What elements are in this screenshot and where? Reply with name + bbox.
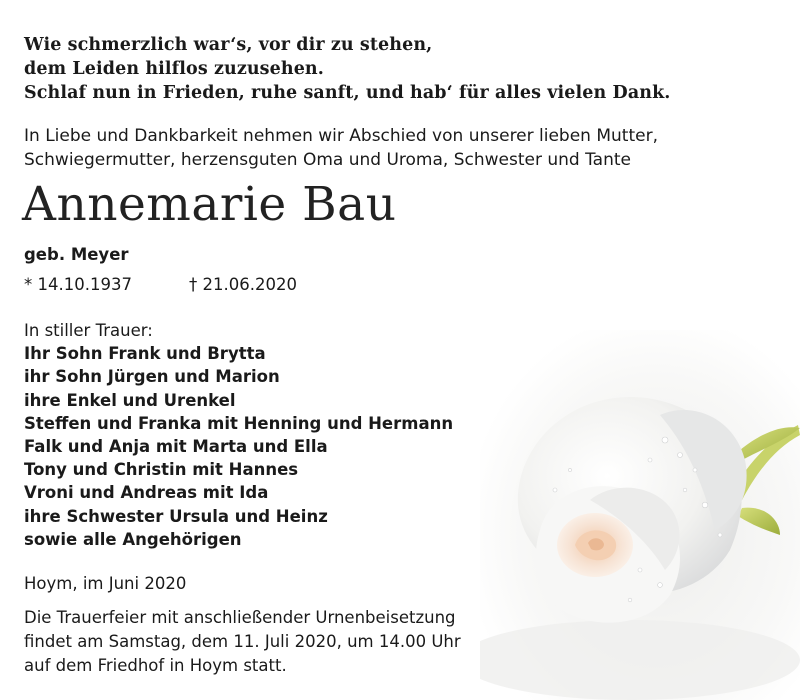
mourner-entry: ihre Enkel und Urenkel: [24, 390, 236, 410]
funeral-service-info: [24, 606, 461, 678]
mourners-label: In stiller Trauer:: [24, 321, 153, 340]
poem-line: Wie schmerzlich war‘s, vor dir zu stehen,: [24, 35, 433, 55]
mourner-entry: Vroni und Andreas mit Ida: [24, 483, 269, 503]
poem-line: Schlaf nun in Frieden, ruhe sanft, und hab‘ für alles vielen Dank.: [24, 83, 671, 103]
deceased-name: Annemarie Bau: [22, 177, 397, 232]
mourner-entry: Tony und Christin mit Hannes: [24, 460, 299, 480]
mourner-entry: ihre Schwester Ursula und Heinz: [24, 506, 328, 526]
intro-line: Schwiegermutter, herzensguten Oma und Uroma, Schwester und Tante: [24, 150, 631, 170]
mourner-entry: ihr Sohn Jürgen und Marion: [24, 367, 280, 387]
service-line: findet am Samstag, dem 11. Juli 2020, um 14.00 Uhr: [24, 632, 461, 651]
life-dates: [24, 273, 297, 297]
intro-line: In Liebe und Dankbarkeit nehmen wir Abschied von unserer lieben Mutter,: [24, 126, 658, 146]
intro-text: [24, 124, 658, 172]
poem: [24, 33, 671, 105]
birth-date: * 14.10.1937: [24, 275, 132, 294]
place-and-date: Hoym, im Juni 2020: [24, 574, 187, 593]
mourner-entry: Falk und Anja mit Marta und Ella: [24, 437, 328, 457]
maiden-name: geb. Meyer: [24, 245, 129, 264]
mourner-entry: Ihr Sohn Frank und Brytta: [24, 344, 266, 364]
mourner-entry: Steffen und Franka mit Henning und Hermann: [24, 413, 454, 433]
white-rose-image: [480, 330, 800, 700]
service-line: auf dem Friedhof in Hoym statt.: [24, 656, 287, 675]
mourner-entry: sowie alle Angehörigen: [24, 529, 242, 549]
poem-line: dem Leiden hilflos zuzusehen.: [24, 59, 324, 79]
service-line: Die Trauerfeier mit anschließender Urnenbeisetzung: [24, 608, 456, 627]
death-date: † 21.06.2020: [189, 275, 297, 294]
mourners-list: [24, 319, 453, 551]
